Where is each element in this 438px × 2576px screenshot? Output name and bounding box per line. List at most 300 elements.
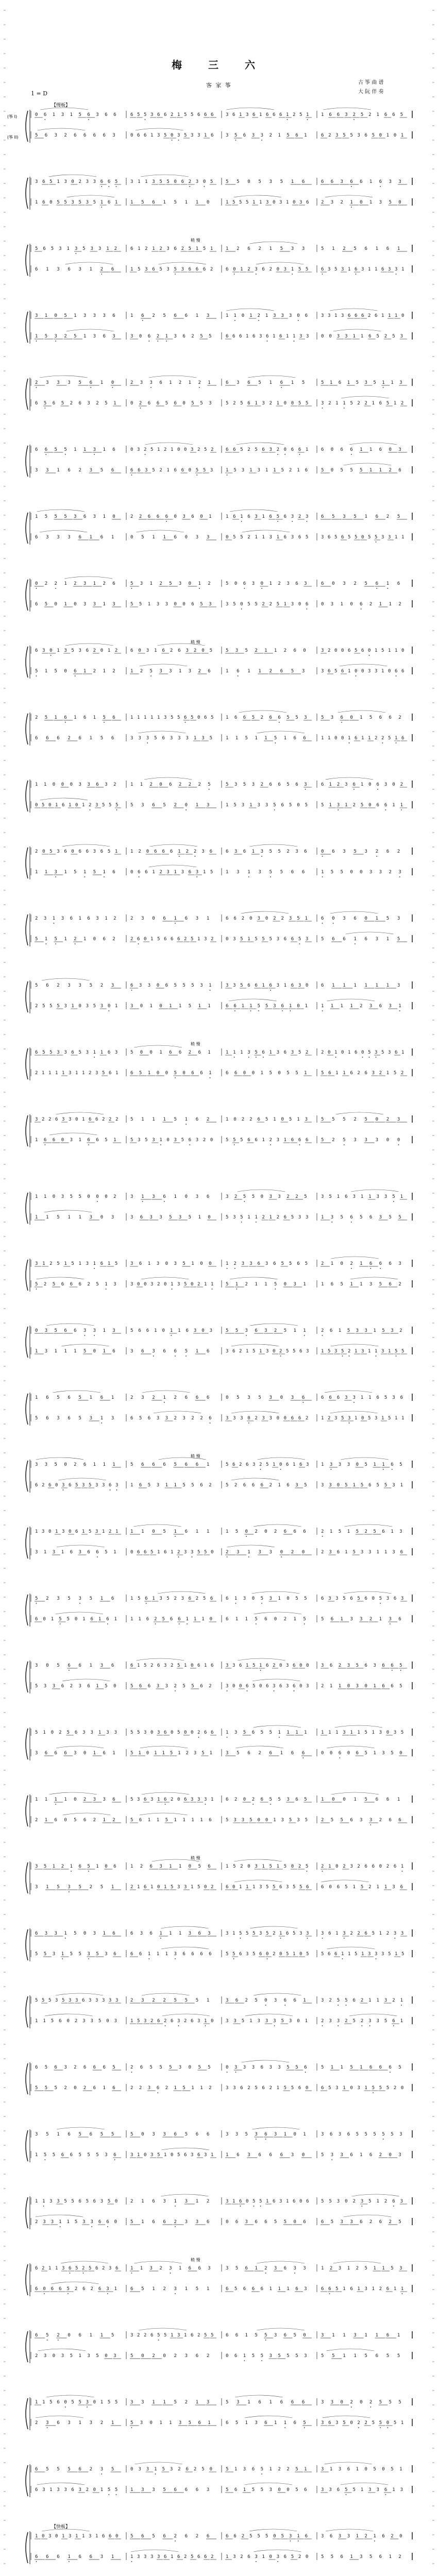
note: 2 xyxy=(174,1684,177,1689)
note: 5 xyxy=(373,2132,376,2137)
note: 3 xyxy=(169,669,172,674)
note: 3 xyxy=(304,782,307,787)
note: 5 xyxy=(144,112,147,117)
note: 6 xyxy=(283,1529,287,1534)
note: 5 xyxy=(130,1818,133,1823)
octave-dot xyxy=(261,856,262,857)
note: 5 xyxy=(57,1004,60,1009)
note: 6 xyxy=(43,112,47,117)
note: 2 xyxy=(340,200,343,205)
note: 3 xyxy=(191,2153,194,2158)
note: 2 xyxy=(113,782,116,787)
note: 1 xyxy=(150,133,154,138)
system-brace xyxy=(26,1394,28,1425)
note: 3 xyxy=(226,2266,229,2271)
note: 3 xyxy=(379,870,382,875)
note: 3 xyxy=(295,849,298,854)
note: 6 xyxy=(379,447,382,452)
score-system xyxy=(26,978,412,1013)
note: 5 xyxy=(340,1215,343,1220)
note: 1 xyxy=(226,736,229,741)
note: 6 xyxy=(400,1885,403,1890)
note: 2 xyxy=(89,803,92,808)
note: 1 xyxy=(372,1730,375,1735)
octave-dot xyxy=(351,1268,352,1269)
note: 1 xyxy=(197,937,200,942)
note: 5 xyxy=(386,401,390,406)
performance-text: 稍 慢 xyxy=(191,640,200,645)
note: 3 xyxy=(78,782,81,787)
note: 6 xyxy=(293,1998,296,2003)
note: 0 xyxy=(61,782,64,787)
note: 1 xyxy=(157,1550,160,1555)
note: 1 xyxy=(303,2132,306,2137)
note: 1 xyxy=(171,1550,174,1555)
note: 6 xyxy=(141,313,144,318)
note: 1 xyxy=(115,1529,119,1534)
note: 3 xyxy=(106,1730,109,1735)
note: 6 xyxy=(369,1261,373,1266)
note: 3 xyxy=(54,334,57,339)
octave-dot xyxy=(108,1010,109,1011)
note: 0 xyxy=(297,2019,300,2024)
note: 6 xyxy=(35,2286,38,2292)
octave-dot xyxy=(282,1010,283,1011)
note: 2 xyxy=(389,468,392,473)
note: 3 xyxy=(330,602,334,607)
note: 3 xyxy=(255,267,258,272)
note: 5 xyxy=(35,1596,38,1601)
note: 6 xyxy=(303,1529,306,1534)
note: 5 xyxy=(78,2153,81,2158)
note: 5 xyxy=(182,1261,186,1266)
note: 3 xyxy=(353,1138,357,1143)
note: 6 xyxy=(239,2199,242,2204)
note: 3 xyxy=(150,1282,154,1287)
note: 6 xyxy=(350,1215,353,1220)
note: 3 xyxy=(338,2132,342,2137)
score-system xyxy=(26,238,412,277)
note: 3 xyxy=(361,1349,364,1354)
note: 2 xyxy=(89,1071,92,1076)
note: 0 xyxy=(332,581,335,586)
note: 3 xyxy=(178,581,182,586)
octave-dot xyxy=(44,2293,45,2294)
octave-dot xyxy=(210,1422,211,1423)
note: 3 xyxy=(340,2219,343,2225)
octave-dot xyxy=(292,274,293,275)
note: 2 xyxy=(113,916,116,921)
octave-dot xyxy=(142,1201,143,1202)
note: 5 xyxy=(100,736,104,741)
note: 1 xyxy=(343,983,346,988)
slur xyxy=(161,1947,209,1949)
note: 1 xyxy=(401,267,405,272)
note: 3 xyxy=(181,267,184,272)
note: 3 xyxy=(265,1261,268,1266)
note: 5 xyxy=(240,937,243,942)
octave-dot xyxy=(393,1201,394,1202)
note: 2 xyxy=(247,535,250,540)
note: 0 xyxy=(278,1071,281,1076)
octave-dot xyxy=(307,119,308,120)
note: 1 xyxy=(350,1004,353,1009)
note: 5 xyxy=(328,1349,331,1354)
note: 3 xyxy=(291,1050,294,1055)
note: 5 xyxy=(340,870,343,875)
octave-dot xyxy=(390,1623,391,1624)
note: 1 xyxy=(130,313,133,318)
note: 3 xyxy=(257,803,260,808)
note: 2 xyxy=(164,447,167,452)
note: 1 xyxy=(334,313,338,318)
note: 5 xyxy=(304,1797,307,1802)
note: 1 xyxy=(355,1416,358,1421)
note: 5 xyxy=(195,468,199,473)
note: 6 xyxy=(350,1818,353,1823)
note: 2 xyxy=(35,715,38,720)
octave-dot xyxy=(256,2139,257,2140)
note: 6 xyxy=(286,1931,289,1936)
octave-dot xyxy=(199,588,200,589)
note: 5 xyxy=(340,1282,343,1287)
note: 3 xyxy=(375,1416,378,1421)
note: 5 xyxy=(96,2153,99,2158)
slur xyxy=(150,844,198,846)
note: 1 xyxy=(255,1215,258,1220)
note: 3 xyxy=(257,468,260,473)
note: 3 xyxy=(388,1050,391,1055)
octave-dot xyxy=(279,722,280,723)
note: 3 xyxy=(111,1215,114,1220)
note: 6 xyxy=(321,983,324,988)
note: 1 xyxy=(353,1797,357,1802)
note: 0 xyxy=(264,1529,267,1534)
note: 6 xyxy=(146,1617,149,1622)
note: 5 xyxy=(289,1261,292,1266)
note: 2 xyxy=(102,2266,105,2271)
note: 5 xyxy=(368,1050,371,1055)
octave-dot xyxy=(147,742,148,743)
note: 5 xyxy=(356,1529,359,1534)
note: 1 xyxy=(103,1328,106,1333)
note: 6 xyxy=(130,1931,133,1936)
note: 2 xyxy=(112,1818,115,1823)
note: 6 xyxy=(103,334,106,339)
octave-dot xyxy=(401,2005,402,2006)
note: 1 xyxy=(266,2199,269,2204)
note: 5 xyxy=(177,2153,180,2158)
note: 0 xyxy=(301,1550,305,1555)
note: 1 xyxy=(43,782,47,787)
slur xyxy=(231,1411,279,1413)
note: 2 xyxy=(174,2219,177,2225)
note: 5 xyxy=(340,1818,343,1823)
note: 3 xyxy=(206,535,210,540)
note: 3 xyxy=(89,1998,92,2003)
note: 0 xyxy=(232,1885,235,1890)
note: 1 xyxy=(178,1004,182,1009)
note: 6 xyxy=(112,1931,115,1936)
octave-dot xyxy=(186,809,187,810)
note: 1 xyxy=(364,2086,367,2091)
note: 3 xyxy=(201,736,205,741)
octave-dot xyxy=(322,1938,323,1939)
note: 3 xyxy=(170,736,173,741)
note: 5 xyxy=(235,1328,239,1333)
slur xyxy=(36,2215,83,2217)
note: 1 xyxy=(392,803,395,808)
note: 2 xyxy=(171,1797,174,1802)
octave-dot xyxy=(235,1603,237,1604)
score-system xyxy=(26,577,412,612)
note: 1 xyxy=(245,1617,248,1622)
note: 2 xyxy=(398,715,401,720)
note: 1 xyxy=(43,2019,46,2024)
note: 3 xyxy=(295,1483,298,1488)
note: 3 xyxy=(35,1261,38,1266)
note: 6 xyxy=(146,1328,149,1333)
note: 2 xyxy=(343,246,346,251)
note: 1 xyxy=(89,1395,93,1400)
octave-dot xyxy=(344,1144,345,1145)
note: 3 xyxy=(177,133,180,138)
slur xyxy=(45,2014,93,2016)
note: 6 xyxy=(364,1596,367,1601)
note: 1 xyxy=(208,1004,211,1009)
note: 5 xyxy=(35,133,38,138)
note: 5 xyxy=(348,535,351,540)
system-brace xyxy=(26,2264,28,2295)
note: 5 xyxy=(245,2132,248,2137)
note: 3 xyxy=(281,1818,284,1823)
note: 1 xyxy=(57,179,60,184)
note: 3 xyxy=(304,581,307,586)
note: 1 xyxy=(328,736,331,741)
note: 5 xyxy=(211,715,214,720)
note: 5 xyxy=(130,2132,133,2137)
note: 5 xyxy=(226,1462,229,1467)
note: 3 xyxy=(35,468,38,473)
note: 3 xyxy=(321,1931,324,1936)
score-system xyxy=(26,777,412,812)
slur xyxy=(341,1458,389,1460)
note: 0 xyxy=(389,2153,392,2158)
note: 6 xyxy=(174,1349,177,1354)
note: 5 xyxy=(330,870,334,875)
slur xyxy=(65,643,113,646)
note: 3 xyxy=(157,1730,160,1735)
note: 3 xyxy=(114,1050,118,1055)
note: 1 xyxy=(278,1596,281,1601)
note: 1 xyxy=(286,2199,289,2204)
note: 0 xyxy=(347,1684,350,1689)
note: 3 xyxy=(291,1395,294,1400)
note: 1 xyxy=(321,736,324,741)
note: 3 xyxy=(400,334,403,339)
note: 5 xyxy=(357,1596,360,1601)
octave-dot xyxy=(399,1010,400,1011)
note: 1 xyxy=(64,1349,67,1354)
note: 1 xyxy=(353,983,357,988)
note: 0 xyxy=(49,200,53,205)
octave-dot xyxy=(90,387,91,388)
note: 0 xyxy=(152,916,155,921)
note: 2 xyxy=(46,1596,49,1601)
note: 2 xyxy=(262,1215,265,1220)
note: 5 xyxy=(321,937,324,942)
note: 0 xyxy=(35,1328,38,1333)
note: 0 xyxy=(232,1684,235,1689)
note: 6 xyxy=(46,736,49,741)
note: 5 xyxy=(105,1138,108,1143)
note: 6 xyxy=(113,2153,116,2158)
note: 6 xyxy=(257,1261,260,1266)
note: 5 xyxy=(278,1797,281,1802)
note: 1 xyxy=(283,602,287,607)
note: 5 xyxy=(372,2086,375,2091)
note: 6 xyxy=(113,1864,116,1869)
note: 5 xyxy=(389,1215,392,1220)
note: 5 xyxy=(89,1483,92,1488)
system-brace xyxy=(26,379,28,410)
note: 3 xyxy=(243,2065,246,2070)
note: 6 xyxy=(247,514,250,519)
note: 5 xyxy=(139,1416,142,1421)
note: 5 xyxy=(75,2266,78,2271)
note: 3 xyxy=(95,1071,98,1076)
note: 6 xyxy=(157,1663,160,1668)
note: 2 xyxy=(74,2286,78,2292)
note: 5 xyxy=(355,535,358,540)
note: 5 xyxy=(353,514,357,519)
note: 5 xyxy=(49,849,53,854)
note: 1 xyxy=(70,1864,73,1869)
note: 5 xyxy=(226,401,229,406)
note: 5 xyxy=(49,1004,53,1009)
note: 0 xyxy=(321,1751,324,1756)
note: 5 xyxy=(57,1261,60,1266)
note: 1 xyxy=(174,2199,177,2204)
note: 3 xyxy=(130,2153,133,2158)
note: 6 xyxy=(35,267,38,272)
note: 6 xyxy=(234,715,238,720)
note: 1 xyxy=(195,1349,199,1354)
note: 5 xyxy=(105,1550,108,1555)
note: 5 xyxy=(269,870,272,875)
note: 1 xyxy=(193,736,197,741)
note: 6 xyxy=(209,1818,212,1823)
note: 3 xyxy=(246,112,249,117)
note: 5 xyxy=(269,1797,272,1802)
note: 5 xyxy=(74,334,77,339)
note: 1 xyxy=(114,200,118,205)
note: 1 xyxy=(44,937,48,942)
note: 0 xyxy=(209,1261,212,1266)
note: 1 xyxy=(75,1071,78,1076)
note: 1 xyxy=(130,1596,133,1601)
note: 0 xyxy=(226,1395,229,1400)
octave-dot xyxy=(97,1201,98,1202)
note: 3 xyxy=(103,1797,106,1802)
octave-dot xyxy=(248,1057,249,1058)
note: 6 xyxy=(298,2086,301,2091)
note: 0 xyxy=(400,2086,404,2091)
note: 1 xyxy=(293,1462,296,1467)
note: 2 xyxy=(321,1684,324,1689)
note: 5 xyxy=(352,2019,356,2024)
slur xyxy=(161,2194,209,2196)
octave-dot xyxy=(205,1804,206,1805)
note: 3 xyxy=(105,2153,108,2158)
note: 2 xyxy=(273,1931,276,1936)
note: 5 xyxy=(384,1395,388,1400)
note: 1 xyxy=(70,112,73,117)
note: 6 xyxy=(293,648,296,653)
note: 2 xyxy=(269,133,272,138)
note: 1 xyxy=(163,1395,166,1400)
note: 5 xyxy=(388,1952,391,1957)
note: 5 xyxy=(83,1349,87,1354)
note: 5 xyxy=(258,1395,261,1400)
note: 3 xyxy=(381,1952,384,1957)
system-brace xyxy=(26,1929,28,1960)
note: 1 xyxy=(321,2266,324,2271)
slur xyxy=(250,242,297,244)
note: 2 xyxy=(112,937,115,942)
note: 3 xyxy=(57,849,60,854)
note: 3 xyxy=(112,602,115,607)
slur xyxy=(142,1993,190,1995)
note: 6 xyxy=(400,1395,403,1400)
note: 1 xyxy=(350,200,353,205)
note: 1 xyxy=(198,1004,201,1009)
note: 3 xyxy=(286,1885,289,1890)
slur xyxy=(238,1190,285,1192)
slur xyxy=(53,1391,100,1393)
note: 1 xyxy=(247,1215,250,1220)
note: 5 xyxy=(157,2153,160,2158)
score-system xyxy=(26,1391,412,1426)
note: 3 xyxy=(35,1462,38,1467)
note: 1 xyxy=(147,1071,151,1076)
note: 1 xyxy=(246,334,249,339)
note: 6 xyxy=(44,447,48,452)
octave-dot xyxy=(376,588,377,589)
note: 1 xyxy=(330,1261,334,1266)
note: 0 xyxy=(291,401,294,406)
note: 6 xyxy=(321,782,324,787)
note: 5 xyxy=(239,200,242,205)
note: 6 xyxy=(280,669,283,674)
note: 2 xyxy=(289,468,292,473)
octave-dot xyxy=(267,341,268,342)
octave-dot xyxy=(36,1289,37,1290)
note: 2 xyxy=(209,2086,212,2091)
note: 5 xyxy=(182,2086,186,2091)
note: 1 xyxy=(247,937,250,942)
note: 6 xyxy=(401,669,405,674)
note: 1 xyxy=(273,468,276,473)
slur xyxy=(65,577,113,579)
note: 0 xyxy=(283,1282,287,1287)
note: 2 xyxy=(262,602,265,607)
note: 5 xyxy=(360,1885,364,1890)
note: 6 xyxy=(355,313,358,318)
note: 5 xyxy=(107,849,111,854)
performance-text: 稍 慢 xyxy=(191,1454,200,1459)
note: 3 xyxy=(156,1483,160,1488)
